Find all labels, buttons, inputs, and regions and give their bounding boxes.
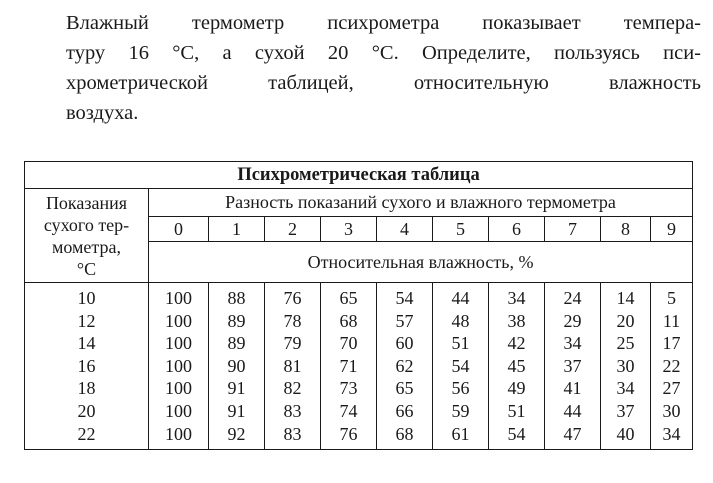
humidity-cell: 57: [377, 310, 433, 333]
humidity-cell: 92: [209, 423, 265, 450]
problem-line: Влажный термометр психрометра показывает темпера-: [66, 12, 701, 34]
dry-header-line: сухого тер-: [43, 214, 130, 235]
table-row: [25, 310, 693, 333]
humidity-cell: 14: [601, 283, 651, 310]
problem-line: туру 16 °С, а сухой 20 °С. Определите, пользуясь пси-: [66, 42, 701, 64]
humidity-cell: 25: [601, 332, 651, 355]
humidity-cell: 54: [489, 423, 545, 450]
humidity-cell: 70: [321, 332, 377, 355]
difference-value: 4: [377, 217, 433, 242]
humidity-cell: 42: [489, 332, 545, 355]
table-row: [25, 283, 693, 310]
humidity-cell: 61: [433, 423, 489, 450]
humidity-cell: 83: [265, 400, 321, 423]
humidity-cell: 65: [377, 377, 433, 400]
dry-temperature-cell: 22: [25, 423, 149, 450]
dry-header-line: мометра,: [51, 236, 121, 257]
humidity-cell: 71: [321, 355, 377, 378]
humidity-cell: 78: [265, 310, 321, 333]
humidity-cell: 30: [601, 355, 651, 378]
humidity-cell: 76: [265, 283, 321, 310]
humidity-cell: 11: [651, 310, 693, 333]
humidity-cell: 100: [149, 377, 209, 400]
humidity-cell: 59: [433, 400, 489, 423]
humidity-cell: 65: [321, 283, 377, 310]
humidity-cell: 83: [265, 423, 321, 450]
table-row: [25, 400, 693, 423]
humidity-cell: 76: [321, 423, 377, 450]
dry-temperature-cell: 16: [25, 355, 149, 378]
dry-temperature-cell: 10: [25, 283, 149, 310]
humidity-cell: 68: [321, 310, 377, 333]
table-title: Психрометрическая таблица: [25, 162, 693, 189]
humidity-cell: 29: [545, 310, 601, 333]
dry-thermometer-header: [25, 189, 149, 283]
humidity-cell: 37: [601, 400, 651, 423]
problem-line: хрометрической таблицей, относительную влажность: [66, 72, 701, 94]
difference-value: 9: [651, 217, 693, 242]
table-row: [25, 332, 693, 355]
humidity-cell: 100: [149, 310, 209, 333]
humidity-cell: 44: [433, 283, 489, 310]
humidity-cell: 74: [321, 400, 377, 423]
humidity-cell: 90: [209, 355, 265, 378]
humidity-cell: 100: [149, 332, 209, 355]
humidity-cell: 30: [651, 400, 693, 423]
humidity-cell: 89: [209, 332, 265, 355]
humidity-cell: 66: [377, 400, 433, 423]
humidity-cell: 79: [265, 332, 321, 355]
humidity-cell: 41: [545, 377, 601, 400]
psychrometric-table-container: [24, 161, 692, 457]
humidity-cell: 100: [149, 355, 209, 378]
humidity-cell: 34: [489, 283, 545, 310]
humidity-cell: 38: [489, 310, 545, 333]
humidity-cell: 54: [377, 283, 433, 310]
humidity-cell: 100: [149, 283, 209, 310]
humidity-cell: 51: [489, 400, 545, 423]
problem-text: [66, 8, 701, 128]
humidity-cell: 89: [209, 310, 265, 333]
humidity-cell: 22: [651, 355, 693, 378]
humidity-cell: 56: [433, 377, 489, 400]
difference-value: 0: [149, 217, 209, 242]
humidity-cell: 51: [433, 332, 489, 355]
humidity-cell: 81: [265, 355, 321, 378]
psychrometric-table: [24, 161, 693, 450]
dry-temperature-cell: 20: [25, 400, 149, 423]
humidity-cell: 68: [377, 423, 433, 450]
humidity-cell: 45: [489, 355, 545, 378]
humidity-cell: 20: [601, 310, 651, 333]
humidity-cell: 47: [545, 423, 601, 450]
relative-humidity-header: Относительная влажность, %: [149, 242, 693, 283]
humidity-cell: 40: [601, 423, 651, 450]
dry-temperature-cell: 12: [25, 310, 149, 333]
humidity-cell: 91: [209, 377, 265, 400]
difference-value: 2: [265, 217, 321, 242]
difference-value: 8: [601, 217, 651, 242]
table-body: [25, 283, 693, 450]
humidity-cell: 17: [651, 332, 693, 355]
humidity-cell: 82: [265, 377, 321, 400]
difference-header: Разность показаний сухого и влажного термометра: [149, 189, 693, 217]
dry-header-line: °С: [76, 258, 97, 279]
dry-header-line: Показания: [45, 192, 128, 213]
humidity-cell: 88: [209, 283, 265, 310]
humidity-cell: 60: [377, 332, 433, 355]
difference-value: 7: [545, 217, 601, 242]
difference-value: 1: [209, 217, 265, 242]
humidity-cell: 37: [545, 355, 601, 378]
humidity-cell: 73: [321, 377, 377, 400]
humidity-cell: 49: [489, 377, 545, 400]
humidity-cell: 62: [377, 355, 433, 378]
humidity-cell: 91: [209, 400, 265, 423]
humidity-cell: 54: [433, 355, 489, 378]
difference-value: 6: [489, 217, 545, 242]
humidity-cell: 34: [545, 332, 601, 355]
humidity-cell: 34: [651, 423, 693, 450]
humidity-cell: 100: [149, 423, 209, 450]
dry-temperature-cell: 14: [25, 332, 149, 355]
dry-temperature-cell: 18: [25, 377, 149, 400]
humidity-cell: 5: [651, 283, 693, 310]
humidity-cell: 100: [149, 400, 209, 423]
humidity-cell: 24: [545, 283, 601, 310]
humidity-cell: 27: [651, 377, 693, 400]
humidity-cell: 48: [433, 310, 489, 333]
table-row: [25, 377, 693, 400]
humidity-cell: 34: [601, 377, 651, 400]
difference-value: 3: [321, 217, 377, 242]
table-row: [25, 355, 693, 378]
humidity-cell: 44: [545, 400, 601, 423]
difference-value: 5: [433, 217, 489, 242]
table-row: [25, 423, 693, 450]
problem-line: воздуха.: [66, 102, 139, 124]
